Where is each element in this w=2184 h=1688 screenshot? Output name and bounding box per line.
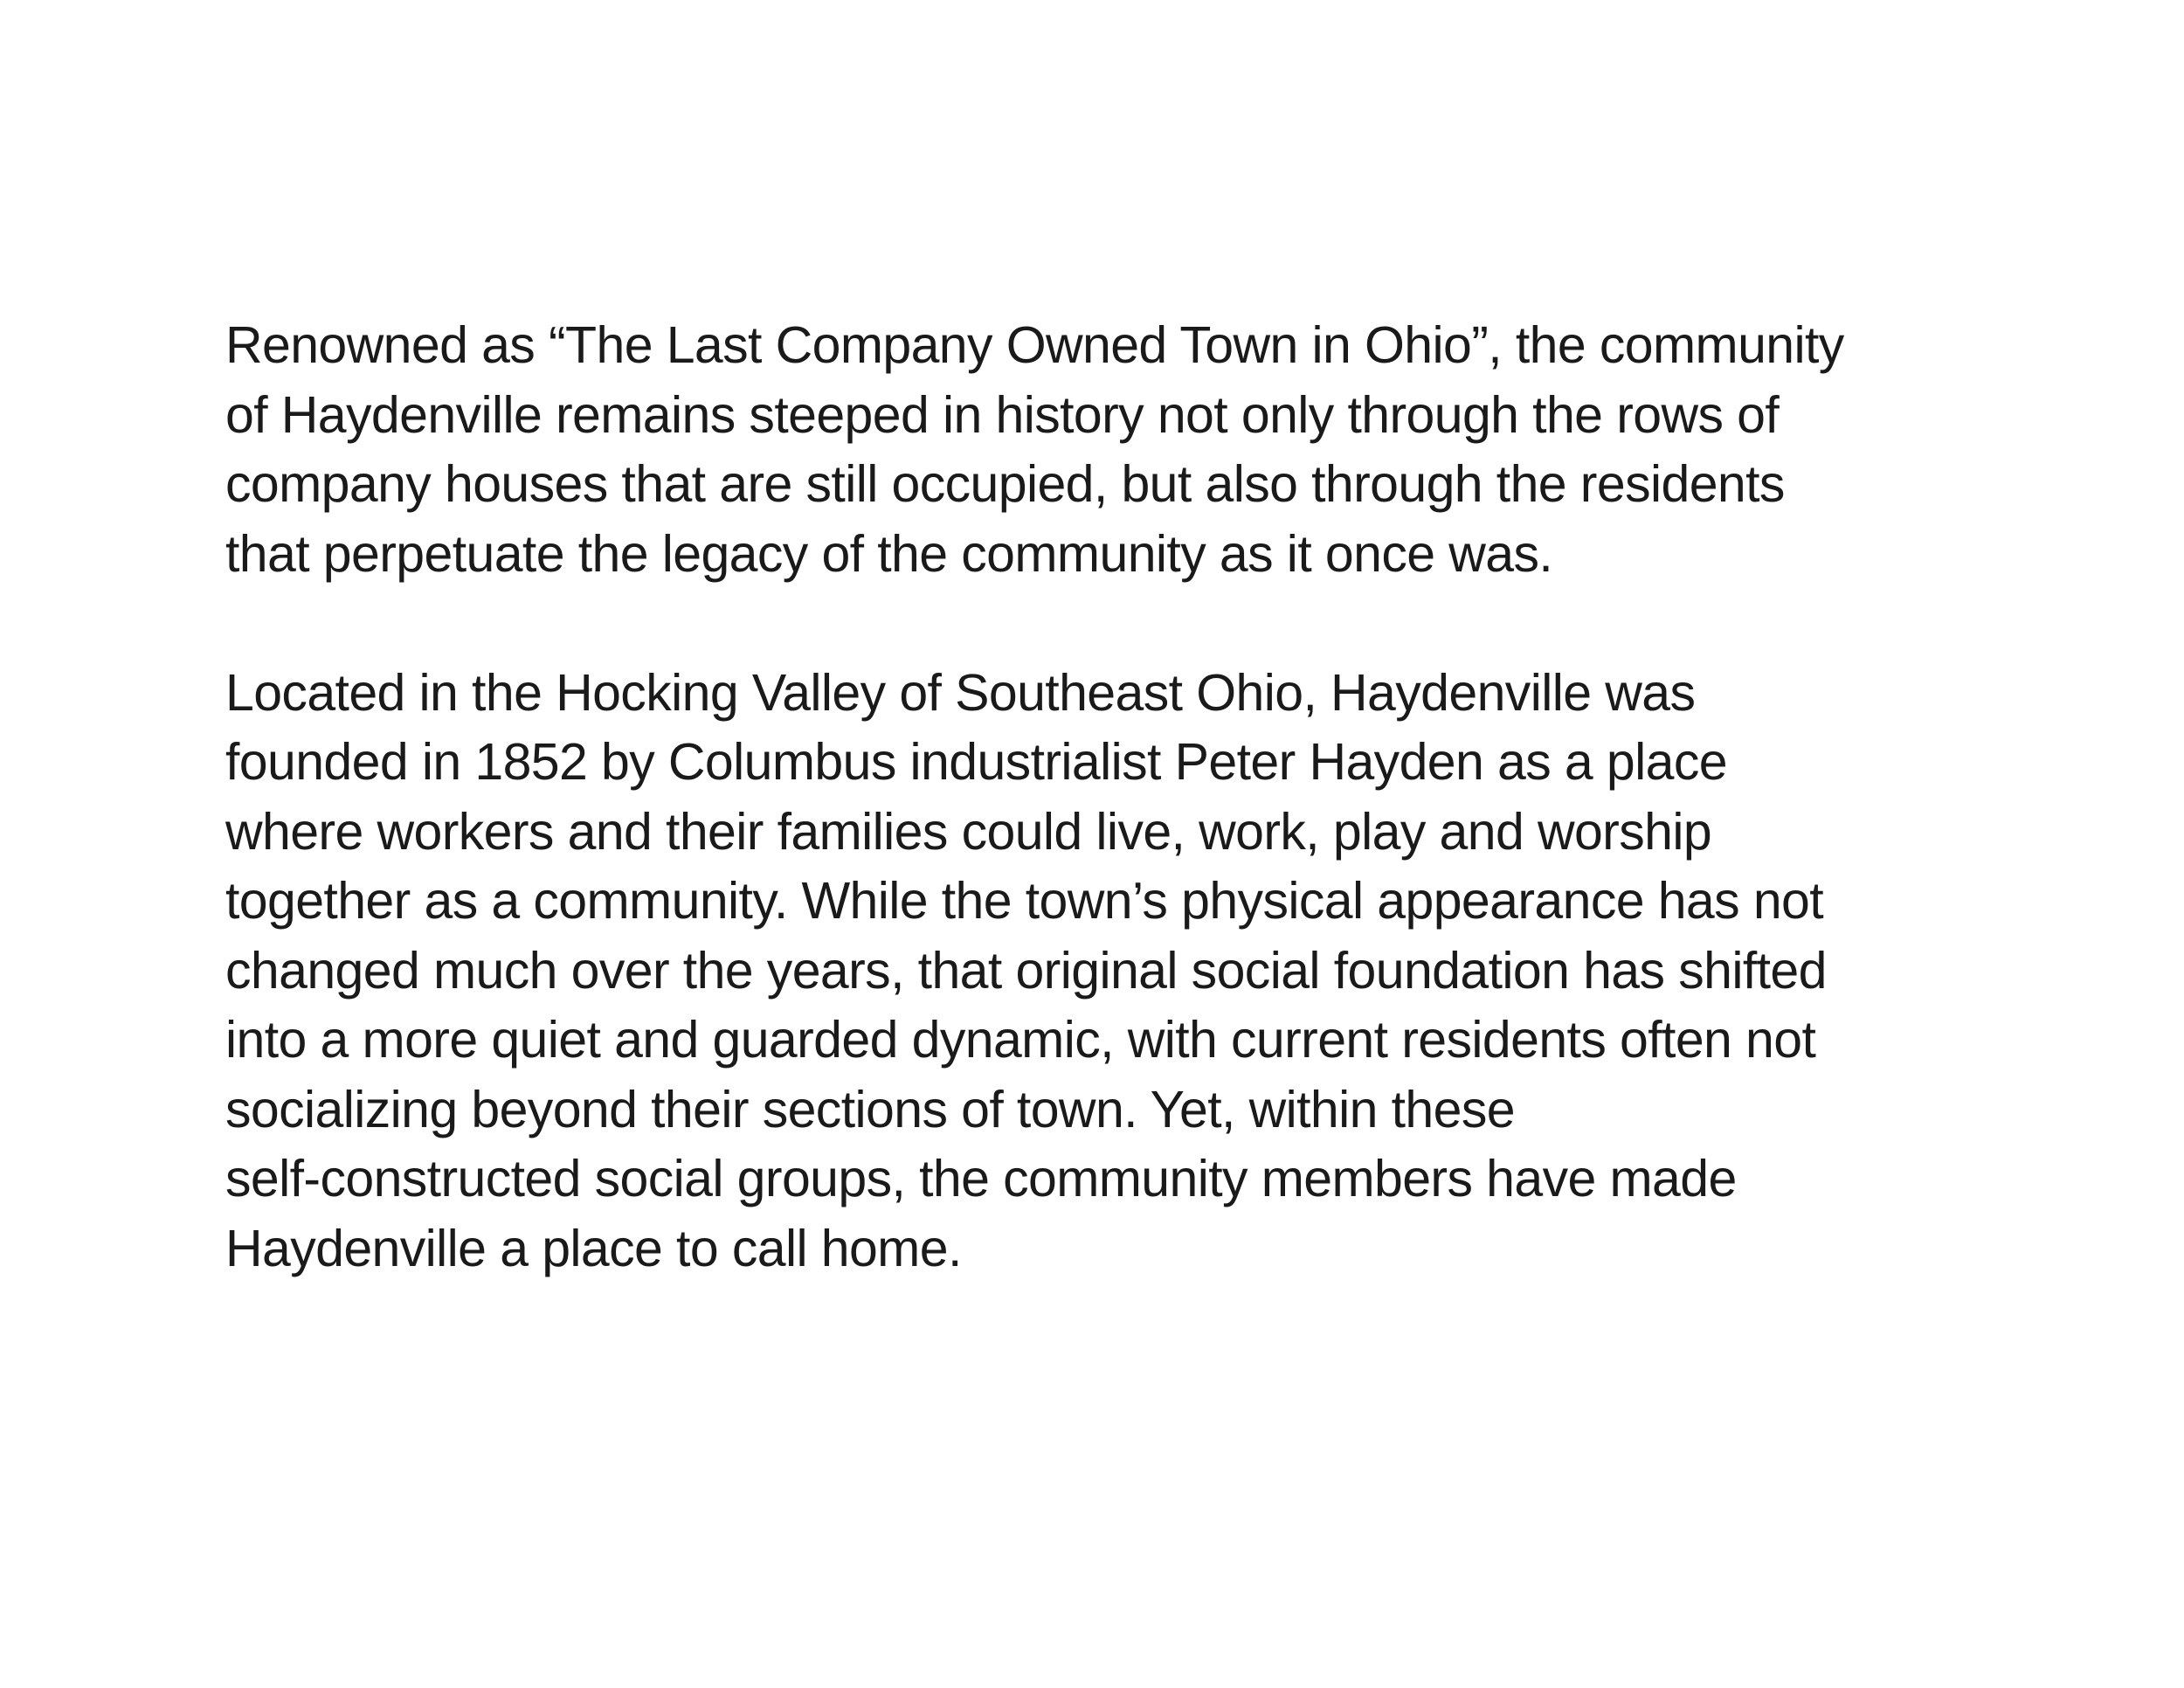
text-line: where workers and their families could live, work, play and worship (225, 802, 1712, 861)
text-line: of Haydenville remains steeped in history not only through the rows of (225, 385, 1780, 444)
paragraph-intro (225, 311, 2060, 589)
text-line: together as a community. While the town’s physical appearance has not (225, 872, 1824, 930)
text-line: socializing beyond their sections of town. Yet, within these (225, 1080, 1515, 1138)
text-line: into a more quiet and guarded dynamic, with current residents often not (225, 1011, 1816, 1069)
text-line: changed much over the years, that original social foundation has shifted (225, 941, 1827, 1000)
text-line: Renowned as “The Last Company Owned Town in Ohio”, the community (225, 316, 1844, 374)
text-line: that perpetuate the legacy of the community as it once was. (225, 524, 1553, 583)
text-line: Haydenville a place to call home. (225, 1219, 962, 1277)
paragraph-history (225, 659, 2060, 1284)
text-line: Located in the Hocking Valley of Southeast Ohio, Haydenville was (225, 663, 1696, 722)
body-text (225, 311, 2060, 1283)
text-line: company houses that are still occupied, but also through the residents (225, 455, 1785, 513)
text-line: self-constructed social groups, the community members have made (225, 1150, 1737, 1207)
text-line: founded in 1852 by Columbus industrialist Peter Hayden as a place (225, 733, 1727, 791)
